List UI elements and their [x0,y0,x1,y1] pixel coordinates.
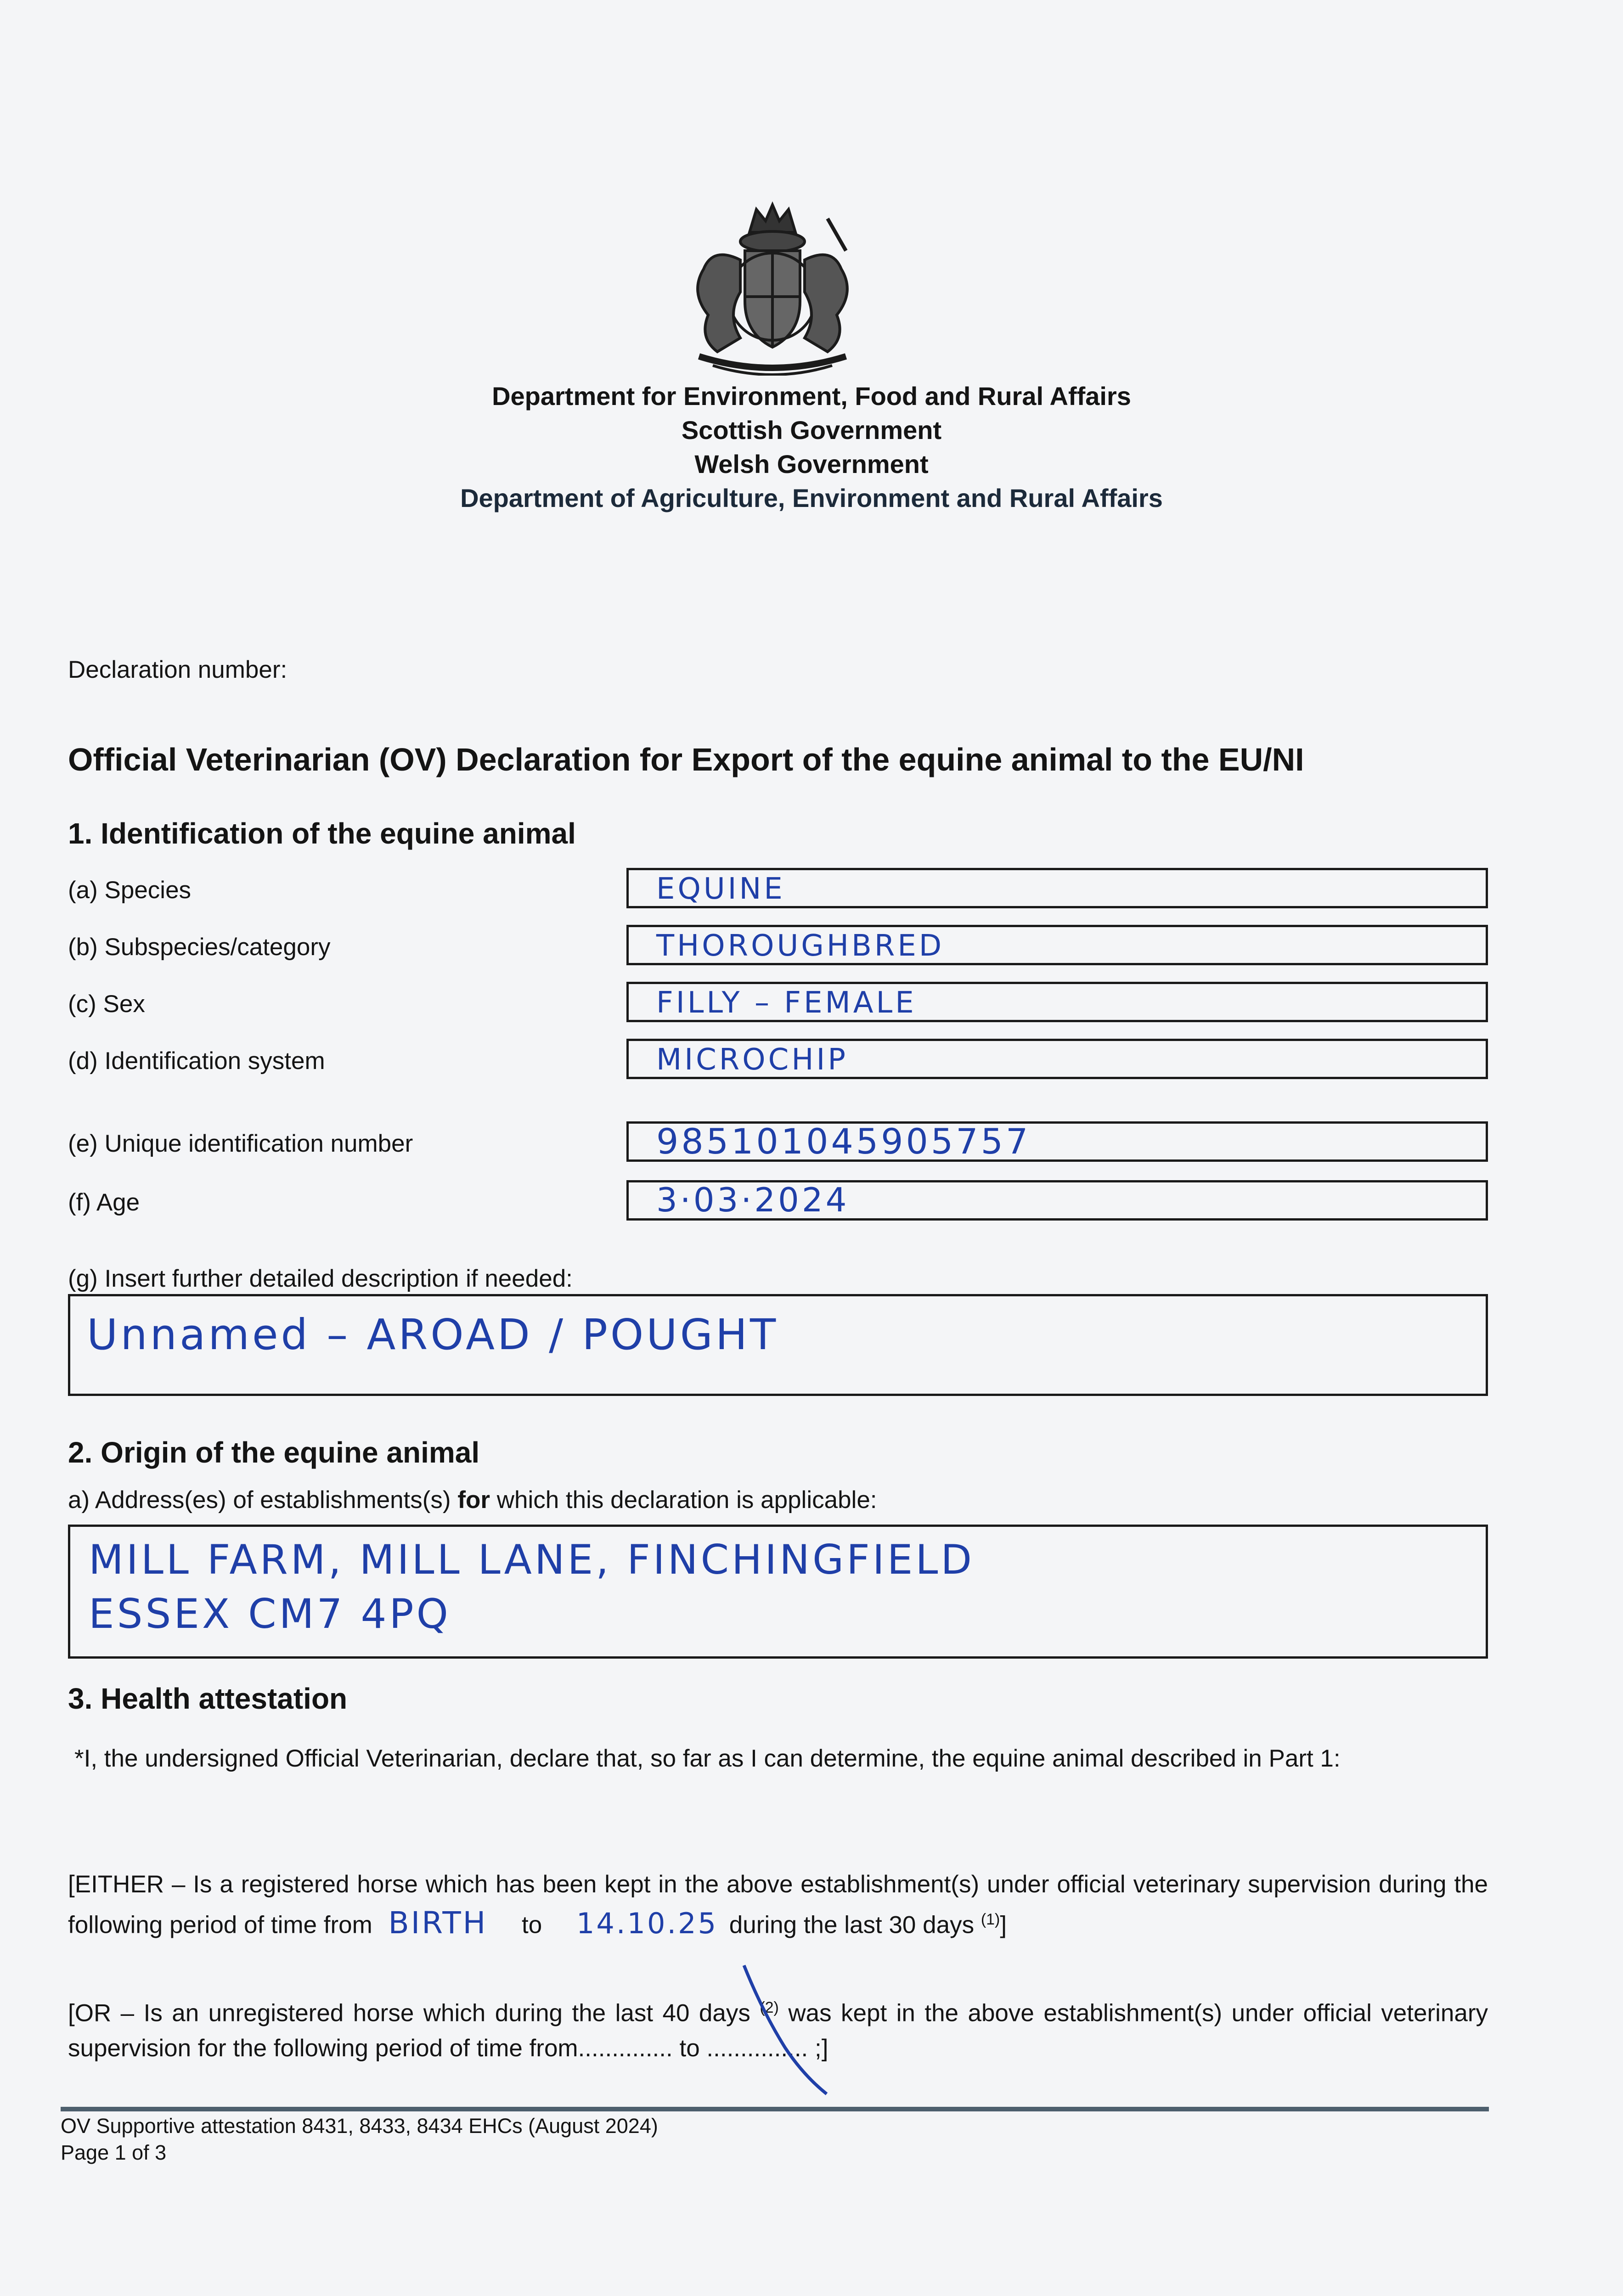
either-from-date: BIRTH [388,1905,488,1941]
subspecies-label: (b) Subspecies/category [68,934,331,961]
section-2-heading: 2. Origin of the equine animal [68,1436,480,1469]
species-field[interactable] [626,868,1488,908]
footer-reference: OV Supportive attestation 8431, 8433, 8434 EHCs (August 2024) [61,2114,658,2138]
further-description-value: Unnamed – AROAD / POUGHT [87,1310,779,1359]
identification-system-field[interactable] [626,1039,1488,1079]
address-line-2: ESSEX CM7 4PQ [89,1590,451,1638]
department-line: Scottish Government [681,416,942,445]
unique-id-label: (e) Unique identification number [68,1130,413,1157]
section-1-heading: 1. Identification of the equine animal [68,817,576,850]
department-line: Department for Environment, Food and Rural Affairs [492,382,1131,411]
address-line-1: MILL FARM, MILL LANE, FINCHINGFIELD [89,1536,975,1583]
department-line: Welsh Government [694,450,929,478]
declaration-number-label: Declaration number: [68,656,287,683]
document-title: Official Veterinarian (OV) Declaration for Export of the equine animal to the EU/NI [68,742,1304,777]
section-3-heading: 3. Health attestation [68,1682,348,1715]
age-field[interactable] [626,1180,1488,1221]
establishment-address-field[interactable] [68,1525,1488,1659]
species-value: EQUINE [656,872,785,906]
further-description-label: (g) Insert further detailed description if needed: [68,1265,573,1292]
unique-id-value: 985101045905757 [656,1121,1031,1162]
strike-through-mark [735,1956,836,2103]
sex-label: (c) Sex [68,990,145,1018]
either-to-date: 14.10.25 [576,1906,718,1940]
establishment-address-label: a) Address(es) of establishments(s) for which this declaration is applicable: [68,1486,877,1514]
sex-field[interactable] [626,982,1488,1022]
further-description-field[interactable] [68,1294,1488,1396]
identification-system-value: MICROCHIP [656,1043,848,1077]
page-number: Page 1 of 3 [61,2141,167,2164]
subspecies-value: THOROUGHBRED [656,929,945,963]
royal-coat-of-arms-icon [671,200,873,376]
or-clause: [OR – Is an unregistered horse which during the last 40 days $^{(2)}$ was kept in the above establishment(s) under official veterinary supervision for the following period of time from.............. to ............... ;] [68,1999,1488,2062]
species-label: (a) Species [68,877,192,904]
department-header [0,379,1623,515]
age-label: (f) Age [68,1189,140,1216]
identification-system-label: (d) Identification system [68,1047,325,1075]
either-clause: [EITHER – Is a registered horse which has been kept in the above establishment(s) under official veterinary supervision during the following period of time from BIRTH to 14.10.25 during the last 30 days $^{(1)}$] [68,1871,1488,1941]
subspecies-field[interactable] [626,925,1488,965]
attestation-intro: *I, the undersigned Official Veterinarian, declare that, so far as I can determine, the equine animal described in Part 1: [74,1745,1341,1772]
department-line: Department of Agriculture, Environment and Rural Affairs [460,484,1163,512]
unique-id-field[interactable] [626,1121,1488,1162]
footer-divider [61,2107,1489,2111]
sex-value: FILLY – FEMALE [656,986,917,1020]
age-value: 3·03·2024 [656,1181,850,1219]
